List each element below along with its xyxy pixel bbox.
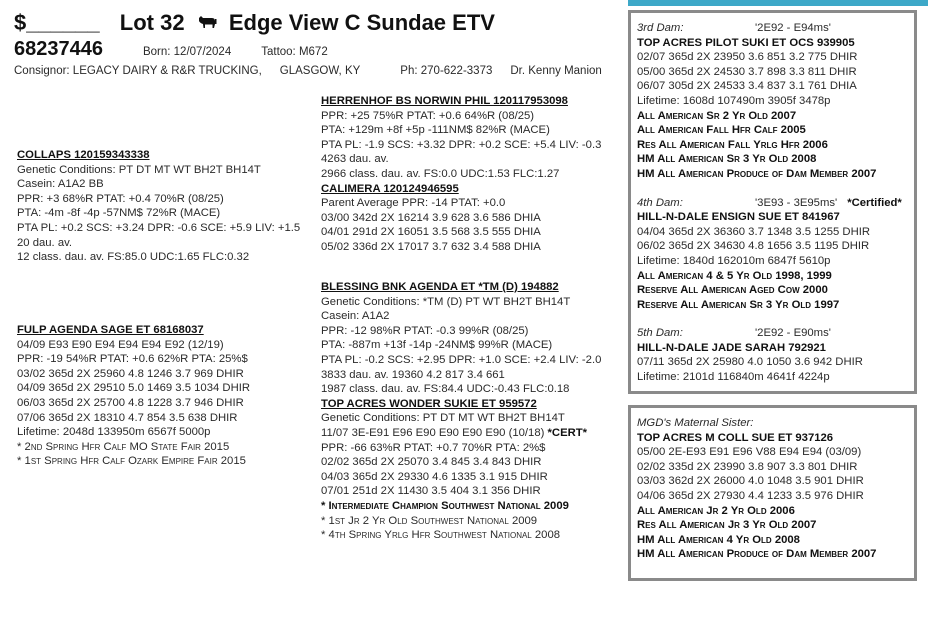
mgs-lines-item: PTA PL: -0.2 SCS: +2.95 DPR: +1.0 SCE: +2.4 LIV: -2.0 xyxy=(321,353,602,366)
dam-awards-item: * 1st Spring Hfr Calf Ozark Empire Fair 2015 xyxy=(17,455,246,468)
sister-awards xyxy=(637,504,908,562)
dam3-awards-item: Res All American Fall Yrlg Hfr 2006 xyxy=(637,138,828,151)
dam3-lines-item: 02/07 365d 2X 23950 3.6 851 3.2 775 DHIR xyxy=(637,51,858,64)
sire-sire-lines-item: 2966 class. dau. av. FS:0.0 UDC:1.53 FLC:1.27 xyxy=(321,167,560,180)
dam4-cert: *Certified* xyxy=(847,196,902,209)
mgs-lines-item: Genetic Conditions: *TM (D) PT WT BH2T BH14T xyxy=(321,295,571,308)
dam-lines-item: Lifetime: 2048d 133950m 6567f 5000p xyxy=(17,426,211,439)
sire-dam-lines-item: 03/00 342d 2X 16214 3.9 628 3.6 586 DHIA xyxy=(321,211,541,224)
sire-dam-lines-item: Parent Average PPR: -14 PTAT: +0.0 xyxy=(321,197,506,210)
sire-sire-name: HERRENHOF BS NORWIN PHIL 120117953098 xyxy=(321,95,568,107)
dam3-lines xyxy=(637,50,908,108)
dam5-name: HILL-N-DALE JADE SARAH 792921 xyxy=(637,341,826,354)
dam-lines-item: 07/06 365d 2X 18310 4.7 854 3.5 638 DHIR xyxy=(17,411,238,424)
dam3-label: 3rd Dam: xyxy=(637,22,684,34)
mgd-cert: *CERT* xyxy=(547,426,588,439)
dam-lines-item: 06/03 365d 2X 25700 4.8 1228 3.7 946 DHIR xyxy=(17,396,244,409)
lot-title xyxy=(14,8,614,40)
dam-block xyxy=(17,323,250,469)
consignor-contact: Dr. Kenny Manion xyxy=(510,64,602,77)
sister-lines-item: 05/00 2E-E93 E91 E96 V88 E94 E94 (03/09) xyxy=(637,446,862,459)
mgd-lines-2-item: PPR: -66 63%R PTAT: +0.7 70%R PTA: 2%$ xyxy=(321,441,546,454)
mgd-classification xyxy=(321,426,601,441)
dam4-name: HILL-N-DALE ENSIGN SUE ET 841967 xyxy=(637,211,840,224)
sire-lines-item: PTA: -4m -8f -4p -57NM$ 72%R (MACE) xyxy=(17,207,221,220)
lot-header xyxy=(14,8,614,78)
sire-dam-name: CALIMERA 120124946595 xyxy=(321,182,459,195)
dam3-lines-item: 05/00 365d 2X 24530 3.7 898 3.3 811 DHIR xyxy=(637,65,857,78)
sister-awards-item: HM All American 4 Yr Old 2008 xyxy=(637,533,800,546)
mgd-lines-2-item: 04/03 365d 2X 29330 4.6 1335 3.1 915 DHIR xyxy=(321,470,548,483)
dam3-awards xyxy=(637,109,908,182)
mgs-lines-item: Casein: A1A2 xyxy=(321,310,390,323)
price-blank: $______ xyxy=(14,9,100,35)
dam4-awards xyxy=(637,269,908,313)
sire-lines-item: 20 dau. av. xyxy=(17,236,73,249)
consignor: Consignor: LEGACY DAIRY & R&R TRUCKING, xyxy=(14,64,262,77)
dam-name: FULP AGENDA SAGE ET 68168037 xyxy=(17,324,204,336)
accent-bar xyxy=(628,0,928,6)
mgs-block xyxy=(321,280,601,543)
sire-lines xyxy=(17,163,300,265)
tattoo: Tattoo: M672 xyxy=(261,46,328,58)
sire-lines-item: Genetic Conditions: PT DT MT WT BH2T BH14T xyxy=(17,163,261,176)
mgs-lines-item: PPR: -12 98%R PTAT: -0.3 99%R (08/25) xyxy=(321,324,529,337)
sire-dam-lines xyxy=(321,196,601,254)
dam5-lines-item: Lifetime: 2101d 116840m 4641f 4224p xyxy=(637,371,830,384)
mgs-lines-item: 3833 dau. av. 19360 4.2 817 3.4 661 xyxy=(321,368,505,381)
dam-line-box xyxy=(628,10,917,394)
birth-date: Born: 12/07/2024 xyxy=(142,46,232,58)
cow-icon xyxy=(197,8,217,36)
sire-lines-item: 12 class. dau. av. FS:85.0 UDC:1.65 FLC:0.32 xyxy=(17,251,250,264)
mgd-class-text: 11/07 3E-E91 E96 E90 E90 E90 E90 (10/18) xyxy=(321,426,545,439)
mgd-lines-2-item: 02/02 365d 2X 25070 3.4 845 3.4 843 DHIR xyxy=(321,456,542,469)
mgs-lines-item: 1987 class. dau. av. FS:84.4 UDC:-0.43 FLC:0.18 xyxy=(321,383,570,396)
dam-awards-item: * 2nd Spring Hfr Calf MO State Fair 2015 xyxy=(17,440,230,453)
dam3-lines-item: 06/07 305d 2X 24533 3.4 837 3.1 761 DHIA xyxy=(637,80,857,93)
dam3-awards-item: HM All American Produce of Dam Member 2007 xyxy=(637,167,877,180)
dam4-awards-item: Reserve All American Aged Cow 2000 xyxy=(637,284,828,297)
sister-awards-item: HM All American Produce of Dam Member 2007 xyxy=(637,548,877,561)
animal-name: Edge View C Sundae ETV xyxy=(228,9,495,35)
sire-block xyxy=(17,148,300,265)
dam4-lines-item: Lifetime: 1840d 162010m 6847f 5610p xyxy=(637,254,831,267)
mgs-name: BLESSING BNK AGENDA ET *TM (D) 194882 xyxy=(321,281,559,293)
sire-sire-lines-item: PPR: +25 75%R PTAT: +0.6 64%R (08/25) xyxy=(321,109,535,122)
mgs-lines xyxy=(321,295,601,397)
mgd-lines-2 xyxy=(321,441,601,499)
mgd-awards xyxy=(321,514,601,543)
consignor-line xyxy=(14,64,614,79)
mgd-awards-item: * 4th Spring Yrlg Hfr Southwest National 2008 xyxy=(321,529,561,542)
sire-dam-lines-item: 05/02 336d 2X 17017 3.7 632 3.4 588 DHIA xyxy=(321,240,541,253)
dam-lines-item: 04/09 365d 2X 29510 5.0 1469 3.5 1034 DHIR xyxy=(17,382,251,395)
sire-lines-item: Casein: A1A2 BB xyxy=(17,178,104,191)
dam-awards xyxy=(17,440,250,469)
dam-lines-item: PPR: -19 54%R PTAT: +0.6 62%R PTA: 25%$ xyxy=(17,353,248,366)
dam3-name: TOP ACRES PILOT SUKI ET OCS 939905 xyxy=(637,36,855,49)
consignor-location: GLASGOW, KY xyxy=(279,64,361,77)
dam4-lines xyxy=(637,225,908,269)
dam-lines-item: 03/02 365d 2X 25960 4.8 1246 3.7 969 DHIR xyxy=(17,367,244,380)
mgd-lines xyxy=(321,411,601,426)
dam4-class: '3E93 - 3E95ms' xyxy=(755,196,838,209)
dam4-awards-item: Reserve All American Sr 3 Yr Old 1997 xyxy=(637,298,840,311)
lot-number: Lot 32 xyxy=(119,9,185,35)
registration-number: 68237446 xyxy=(14,38,103,60)
mgs-lines-item: PTA: -887m +13f -14p -24NM$ 99%R (MACE) xyxy=(321,339,553,352)
sister-lines-item: 03/03 362d 2X 26000 4.0 1048 3.5 901 DHIR xyxy=(637,475,864,488)
consignor-phone: Ph: 270-622-3373 xyxy=(400,64,493,77)
dam5-lines xyxy=(637,355,908,384)
sister-lines-item: 04/06 365d 2X 27930 4.4 1233 3.5 976 DHIR xyxy=(637,489,864,502)
sire-name: COLLAPS 120159343338 xyxy=(17,149,150,161)
sire-sire-lines-item: PTA PL: -1.9 SCS: +3.32 DPR: +0.2 SCE: +5.4 LIV: -0.3 xyxy=(321,138,602,151)
mgd-lines-item: Genetic Conditions: PT DT MT WT BH2T BH14T xyxy=(321,412,565,425)
sister-lines xyxy=(637,445,908,503)
dam4-lines-item: 06/02 365d 2X 34630 4.8 1656 3.5 1195 DHIR xyxy=(637,240,870,253)
dam-lines xyxy=(17,338,250,440)
dam3-class: '2E92 - E94ms' xyxy=(755,22,831,34)
dam3-awards-item: All American Fall Hfr Calf 2005 xyxy=(637,124,806,137)
sire-sire-lines xyxy=(321,109,601,182)
sire-sire-lines-item: 4263 dau. av. xyxy=(321,153,389,166)
dam5-lines-item: 07/11 365d 2X 25980 4.0 1050 3.6 942 DHIR xyxy=(637,356,863,369)
mgd-lines-2-item: 07/01 251d 2X 11430 3.5 404 3.1 356 DHIR xyxy=(321,485,541,498)
dam5-label: 5th Dam: xyxy=(637,327,683,340)
mgd-award-bold: * Intermediate Champion Southwest National 2009 xyxy=(321,499,569,512)
sire-sire-block xyxy=(321,94,601,255)
sister-name: TOP ACRES M COLL SUE ET 937126 xyxy=(637,431,834,444)
dam-lines-item: 04/09 E93 E90 E94 E94 E94 E92 (12/19) xyxy=(17,338,224,351)
sire-lines-item: PTA PL: +0.2 SCS: +3.24 DPR: -0.6 SCE: +5.9 LIV: +1.5 xyxy=(17,221,301,234)
mgd-name: TOP ACRES WONDER SUKIE ET 959572 xyxy=(321,397,537,410)
dam4-lines-item: 04/04 365d 2X 36360 3.7 1348 3.5 1255 DHIR xyxy=(637,225,871,238)
dam3-lines-item: Lifetime: 1608d 107490m 3905f 3478p xyxy=(637,94,831,107)
sire-sire-lines-item: PTA: +129m +8f +5p -111NM$ 82%R (MACE) xyxy=(321,124,550,137)
sister-lines-item: 02/02 335d 2X 23990 3.8 907 3.3 801 DHIR xyxy=(637,460,858,473)
sire-dam-lines-item: 04/01 291d 2X 16051 3.5 568 3.5 555 DHIA xyxy=(321,226,541,239)
maternal-sister-box xyxy=(628,405,917,581)
dam5-class: '2E92 - E90ms' xyxy=(755,327,831,340)
sister-label: MGD's Maternal Sister: xyxy=(637,417,754,429)
dam3-awards-item: All American Sr 2 Yr Old 2007 xyxy=(637,109,797,122)
dam4-label: 4th Dam: xyxy=(637,196,683,209)
sister-awards-item: All American Jr 2 Yr Old 2006 xyxy=(637,504,795,517)
sister-awards-item: Res All American Jr 3 Yr Old 2007 xyxy=(637,519,817,532)
sire-lines-item: PPR: +3 68%R PTAT: +0.4 70%R (08/25) xyxy=(17,192,224,205)
mgd-awards-item: * 1st Jr 2 Yr Old Southwest National 2009 xyxy=(321,514,538,527)
dam4-awards-item: All American 4 & 5 Yr Old 1998, 1999 xyxy=(637,269,832,282)
dam3-awards-item: HM All American Sr 3 Yr Old 2008 xyxy=(637,153,817,166)
